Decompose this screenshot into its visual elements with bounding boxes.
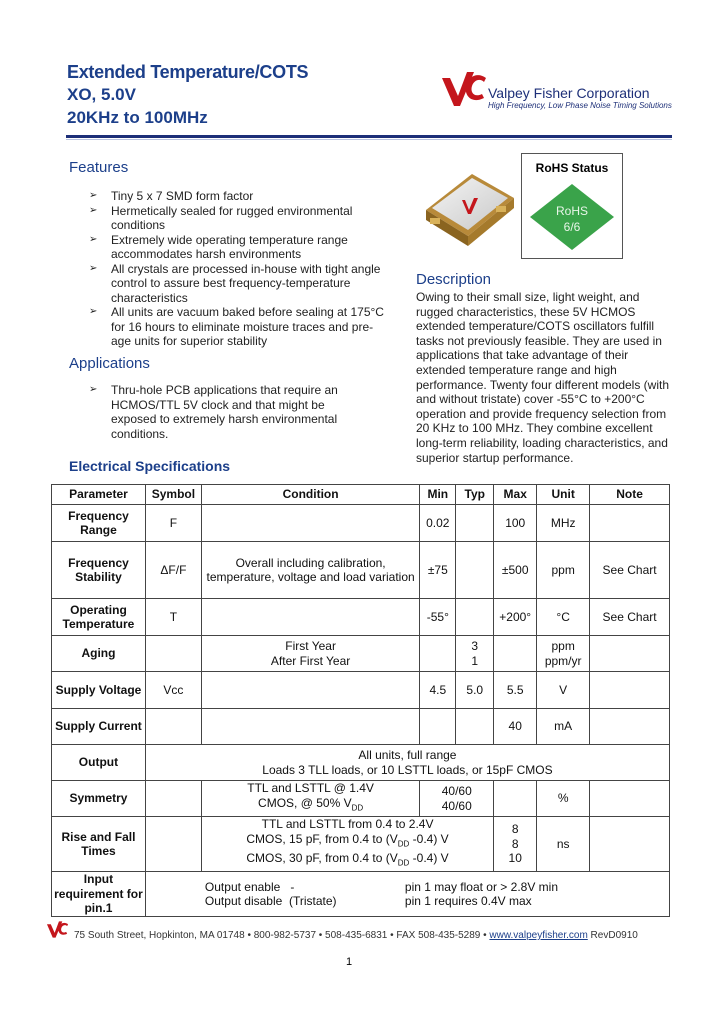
condition-cell [201, 709, 419, 745]
symbol-cell [145, 636, 201, 672]
output-condition-cell [145, 745, 669, 781]
footer-address: 75 South Street, Hopkinton, MA 01748 • 800-982-5737 • 508-435-6831 • FAX 508-435-5289 • [74, 930, 490, 941]
max-cell: 100 [494, 505, 537, 542]
electrical-specs-table [51, 484, 670, 917]
applications-heading: Applications [69, 355, 150, 372]
condition-cell [201, 672, 419, 709]
note-cell: See Chart [590, 599, 670, 636]
table-row [52, 505, 670, 542]
symbol-cell: Vcc [145, 672, 201, 709]
doc-title: Extended Temperature/COTS [67, 62, 309, 82]
table-row [52, 817, 670, 872]
unit-cell: MHz [537, 505, 590, 542]
cond-subscript: DD [397, 838, 410, 848]
input-line [148, 880, 667, 895]
unit-cell [537, 636, 590, 672]
param-cell: Aging [52, 636, 146, 672]
cond-line [204, 851, 491, 871]
cond-line: TTL and LSTTL from 0.4 to 2.4V [261, 817, 434, 831]
param-cell: Supply Voltage [52, 672, 146, 709]
application-item: ➢ Thru-hole PCB applications that require an HCMOS/TTL 5V clock and that might be exposed to extremely harsh environmental conditions. [89, 383, 359, 441]
param-cell: Output [52, 745, 146, 781]
note-cell [590, 817, 670, 872]
condition-cell [201, 636, 419, 672]
note-cell [590, 781, 670, 817]
max-cell [494, 781, 537, 817]
unit-line: ppm [551, 639, 575, 653]
min-line: 40/60 [441, 798, 472, 813]
typ-line: 1 [471, 653, 479, 668]
unit-cell: mA [537, 709, 590, 745]
valpey-fisher-logo-icon [440, 66, 490, 110]
note-cell: See Chart [590, 542, 670, 599]
unit-cell: °C [537, 599, 590, 636]
condition-cell [201, 599, 419, 636]
footer-website-link[interactable]: www.valpeyfisher.com [489, 930, 588, 941]
company-name: Valpey Fisher Corporation [488, 85, 650, 101]
max-line: 8 [511, 822, 519, 837]
max-cell [494, 817, 537, 872]
table-row [52, 599, 670, 636]
param-cell: Frequency Range [52, 505, 146, 542]
typ-line: 3 [471, 639, 479, 653]
symbol-cell: ΔF/F [145, 542, 201, 599]
col-header: Unit [537, 485, 590, 505]
note-cell [590, 636, 670, 672]
typ-cell [456, 709, 494, 745]
cond-line [204, 796, 417, 816]
input-requirement: pin 1 may float or > 2.8V min [404, 879, 558, 894]
condition-cell: Overall including calibration, temperature, voltage and load variation [201, 542, 419, 599]
oscillator-chip-image [418, 160, 518, 255]
rohs-status-label: RoHS Status [535, 161, 609, 175]
max-cell: 5.5 [494, 672, 537, 709]
min-cell: 0.02 [420, 505, 456, 542]
description-text: Owing to their small size, light weight, and rugged characteristics, these 5V HCMOS extended temperature/COTS oscillators fulfill tasks not previously feasible. They are used in applications that take advantage of their extended temperature range and high performance. Twenty four different models (with and without tristate) cover -55°C to +200°C operation and provide frequency selection from 20 KHz to 100 MHz. They combine excellent long-term reliability, loading characteristics, and superior startup performance. [416, 290, 670, 465]
param-cell: Operating Temperature [52, 599, 146, 636]
cond-subscript: DD [351, 803, 364, 813]
cond-text: CMOS, 15 pF, from 0.4 to (V [246, 831, 398, 846]
rohs-status-box [521, 153, 623, 259]
table-row [52, 745, 670, 781]
footer-contact [74, 930, 638, 941]
note-cell [590, 672, 670, 709]
condition-cell [201, 817, 493, 872]
table-row [52, 709, 670, 745]
param-cell: Symmetry [52, 781, 146, 817]
feature-item: ➢ Hermetically sealed for rugged environmental conditions [89, 204, 389, 233]
symbol-cell [145, 709, 201, 745]
input-state: Output enable - [204, 879, 295, 894]
cond-line: First Year [285, 639, 336, 653]
col-header: Condition [201, 485, 419, 505]
max-cell: 40 [494, 709, 537, 745]
header-divider [66, 135, 672, 138]
min-cell [420, 709, 456, 745]
doc-subtitle-voltage: XO, 5.0V [67, 85, 136, 104]
max-line: 8 [511, 836, 519, 851]
typ-cell [456, 505, 494, 542]
typ-cell [456, 599, 494, 636]
cond-text: -0.4) V [409, 851, 449, 866]
cond-line [204, 832, 491, 852]
feature-item: ➢ Extremely wide operating temperature range accommodates harsh environments [89, 233, 389, 262]
table-row [52, 672, 670, 709]
col-header: Symbol [145, 485, 201, 505]
description-heading: Description [416, 271, 492, 288]
doc-subtitle-frequency: 20KHz to 100MHz [67, 108, 208, 127]
input-condition-cell [145, 872, 669, 917]
typ-cell [456, 542, 494, 599]
features-list [89, 189, 389, 349]
col-header: Note [590, 485, 670, 505]
table-row [52, 542, 670, 599]
col-header: Max [494, 485, 537, 505]
features-heading: Features [69, 159, 129, 176]
param-cell: Supply Current [52, 709, 146, 745]
unit-line: ppm/yr [544, 653, 582, 668]
cond-text: CMOS, @ 50% V [258, 795, 352, 810]
input-line [148, 894, 667, 909]
typ-cell [456, 636, 494, 672]
feature-item: ➢ Tiny 5 x 7 SMD form factor [89, 189, 389, 204]
cond-line: All units, full range [358, 748, 457, 762]
param-cell: Input requirement for pin.1 [52, 872, 146, 917]
symbol-cell: T [145, 599, 201, 636]
symbol-cell [145, 817, 201, 872]
cond-subscript: DD [397, 858, 410, 868]
table-row [52, 872, 670, 917]
note-cell [590, 505, 670, 542]
min-cell: ±75 [420, 542, 456, 599]
footer-revision: RevD0910 [587, 930, 638, 941]
min-cell [420, 781, 494, 817]
applications-list [89, 383, 359, 441]
unit-cell: ns [537, 817, 590, 872]
symbol-cell: F [145, 505, 201, 542]
unit-cell: ppm [537, 542, 590, 599]
cond-line: After First Year [270, 653, 351, 668]
col-header: Parameter [52, 485, 146, 505]
param-cell: Frequency Stability [52, 542, 146, 599]
input-requirement: pin 1 requires 0.4V max [404, 894, 532, 909]
max-cell: +200° [494, 599, 537, 636]
min-cell: -55° [420, 599, 456, 636]
unit-cell: % [537, 781, 590, 817]
footer-logo-icon [46, 918, 70, 940]
condition-cell [201, 505, 419, 542]
param-cell: Rise and Fall Times [52, 817, 146, 872]
max-cell: ±500 [494, 542, 537, 599]
cond-line: Loads 3 TLL loads, or 10 LSTTL loads, or 15pF CMOS [262, 762, 553, 777]
cond-text: -0.4) V [409, 831, 449, 846]
electrical-specs-heading: Electrical Specifications [69, 458, 231, 474]
rohs-badge-text: RoHS [555, 204, 588, 218]
cond-text: CMOS, 30 pF, from 0.4 to (V [246, 851, 398, 866]
min-cell [420, 636, 456, 672]
col-header: Typ [456, 485, 494, 505]
condition-cell [201, 781, 419, 817]
col-header: Min [420, 485, 456, 505]
table-row [52, 636, 670, 672]
max-cell [494, 636, 537, 672]
feature-item: ➢ All crystals are processed in-house with tight angle control to assure best frequency-temperature characteristics [89, 262, 389, 306]
unit-cell: V [537, 672, 590, 709]
rohs-badge-rating: 6/6 [563, 220, 581, 234]
max-line: 10 [508, 851, 522, 866]
min-line: 40/60 [441, 784, 472, 798]
page-number: 1 [346, 956, 353, 968]
table-header-row [52, 485, 670, 505]
note-cell [590, 709, 670, 745]
table-row [52, 781, 670, 817]
symbol-cell [145, 781, 201, 817]
min-cell: 4.5 [420, 672, 456, 709]
cond-line: TTL and LSTTL @ 1.4V [247, 781, 374, 796]
feature-item: ➢ All units are vacuum baked before sealing at 175°C for 16 hours to eliminate moisture traces and pre-age units for superior stability [89, 305, 389, 349]
typ-cell: 5.0 [456, 672, 494, 709]
header-divider-shadow [66, 139, 672, 140]
company-tagline: High Frequency, Low Phase Noise Timing Solutions [488, 101, 672, 110]
input-state: Output disable (Tristate) [204, 894, 337, 909]
